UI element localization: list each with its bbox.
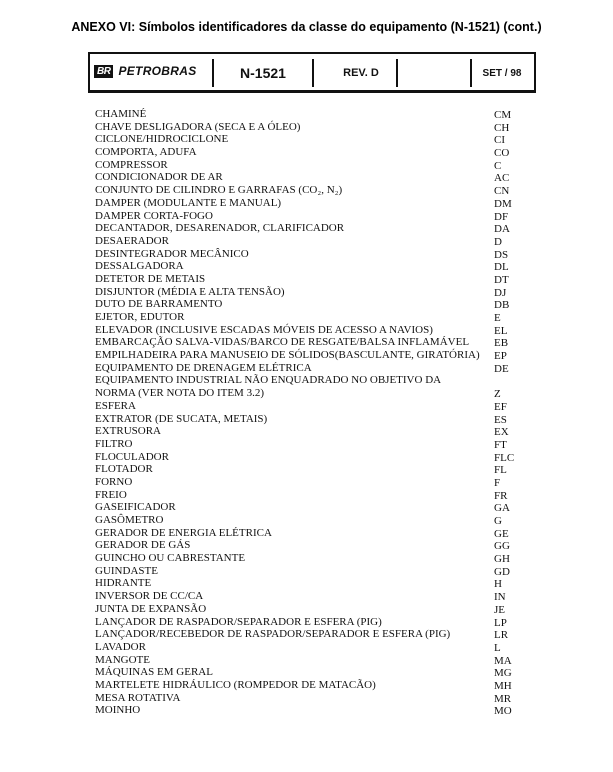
page-heading: ANEXO VI: Símbolos identificadores da classe do equipamento (N-1521) (cont.) — [71, 20, 542, 34]
equipment-label: FLOCULADOR — [95, 450, 169, 463]
equipment-code: DL — [494, 261, 509, 274]
equipment-code: C — [494, 159, 502, 172]
equipment-code: DE — [494, 362, 509, 375]
equipment-code: GA — [494, 502, 510, 515]
equipment-label: FREIO — [95, 488, 127, 501]
list-item — [95, 311, 515, 324]
list-item — [95, 184, 515, 197]
equipment-label: CICLONE/HIDROCICLONE — [95, 133, 229, 146]
equipment-label: DAMPER CORTA-FOGO — [95, 209, 213, 222]
equipment-code: EL — [494, 324, 508, 337]
petrobras-logo — [94, 64, 197, 78]
list-item — [95, 248, 515, 261]
equipment-code: FLC — [494, 451, 515, 464]
equipment-label: CHAMINÉ — [95, 108, 147, 120]
equipment-code: DB — [494, 299, 510, 312]
equipment-label: DESAERADOR — [95, 234, 169, 247]
equipment-code: CI — [494, 134, 505, 147]
equipment-label: HIDRANTE — [95, 577, 152, 590]
list-item — [95, 349, 515, 362]
equipment-label: MESA ROTATIVA — [95, 691, 181, 704]
document-revision: REV. D — [326, 59, 398, 87]
equipment-label: MANGOTE — [95, 653, 150, 666]
list-item — [95, 260, 515, 273]
equipment-code: FL — [494, 464, 507, 477]
equipment-label: DECANTADOR, DESARENADOR, CLARIFICADOR — [95, 222, 345, 235]
list-item — [95, 616, 515, 629]
equipment-code: FR — [494, 489, 508, 502]
equipment-label: GUINCHO OU CABRESTANTE — [95, 552, 246, 565]
equipment-code: JE — [494, 603, 505, 616]
equipment-code: GH — [494, 553, 510, 566]
document-number: N-1521 — [212, 59, 314, 87]
equipment-code: MG — [494, 667, 512, 680]
list-item — [95, 324, 515, 337]
equipment-label: MOINHO — [95, 704, 141, 717]
list-item — [95, 171, 515, 184]
list-item — [95, 298, 515, 311]
equipment-label: COMPRESSOR — [95, 158, 168, 171]
equipment-label: JUNTA DE EXPANSÃO — [95, 602, 207, 615]
equipment-code: DS — [494, 248, 509, 261]
list-item — [95, 286, 515, 299]
list-item — [95, 590, 515, 603]
equipment-label: ESFERA — [95, 399, 136, 412]
list-item — [95, 159, 515, 172]
list-item — [95, 273, 515, 286]
equipment-label: FORNO — [95, 475, 133, 488]
equipment-code: ES — [494, 413, 507, 426]
list-item — [95, 146, 515, 159]
list-item — [95, 654, 515, 667]
list-item — [95, 489, 515, 502]
equipment-code: EB — [494, 337, 509, 350]
list-item — [95, 400, 515, 413]
equipment-code: DF — [494, 210, 509, 223]
equipment-code: GE — [494, 527, 509, 540]
equipment-label: ELEVADOR (INCLUSIVE ESCADAS MÓVEIS DE ACESSO A NAVIOS) — [95, 323, 433, 336]
document-header — [88, 52, 536, 93]
equipment-code: CH — [494, 121, 510, 134]
list-item — [95, 336, 515, 349]
equipment-label: INVERSOR DE CC/CA — [95, 590, 204, 603]
list-item — [95, 413, 515, 426]
list-item — [95, 451, 515, 464]
equipment-code: DJ — [494, 286, 507, 299]
list-item — [95, 603, 515, 616]
list-item — [95, 704, 515, 717]
list-item — [95, 197, 515, 210]
list-item — [95, 235, 515, 248]
equipment-code: FT — [494, 438, 507, 451]
equipment-code: DT — [494, 273, 509, 286]
list-item — [95, 425, 515, 438]
equipment-label: FILTRO — [95, 437, 133, 450]
equipment-code: GG — [494, 540, 510, 553]
equipment-code: CO — [494, 147, 510, 160]
equipment-code: EF — [494, 400, 507, 413]
equipment-label: EXTRATOR (DE SUCATA, METAIS) — [95, 412, 268, 425]
equipment-label: GASEIFICADOR — [95, 501, 176, 514]
list-item — [95, 692, 515, 705]
equipment-code: MO — [494, 705, 512, 718]
list-item — [95, 108, 515, 121]
equipment-label: CONDICIONADOR DE AR — [95, 171, 223, 184]
equipment-label: EJETOR, EDUTOR — [95, 311, 185, 323]
equipment-code: CM — [494, 109, 512, 121]
equipment-code: EP — [494, 350, 507, 363]
equipment-code: G — [494, 515, 502, 528]
equipment-label: GUINDASTE — [95, 564, 158, 577]
list-item — [95, 501, 515, 514]
equipment-label: GERADOR DE ENERGIA ELÉTRICA — [95, 526, 272, 539]
equipment-label: MARTELETE HIDRÁULICO (ROMPEDOR DE MATACÃO) — [95, 678, 376, 691]
equipment-label: DETETOR DE METAIS — [95, 272, 206, 285]
equipment-code: L — [494, 641, 501, 654]
equipment-label: MÁQUINAS EM GERAL — [95, 666, 213, 679]
equipment-label: DISJUNTOR (MÉDIA E ALTA TENSÃO) — [95, 285, 285, 298]
equipment-code: DA — [494, 223, 510, 236]
equipment-code: CN — [494, 185, 510, 198]
equipment-code: DM — [494, 197, 512, 210]
equipment-code: MH — [494, 679, 512, 692]
equipment-label: CHAVE DESLIGADORA (SECA E A ÓLEO) — [95, 120, 301, 133]
equipment-label: LANÇADOR DE RASPADOR/SEPARADOR E ESFERA (PIG) — [95, 615, 382, 628]
equipment-code: E — [494, 312, 501, 324]
list-item — [95, 628, 515, 641]
list-item — [95, 476, 515, 489]
equipment-label: DUTO DE BARRAMENTO — [95, 298, 223, 311]
company-name: PETROBRAS — [118, 64, 197, 78]
equipment-code: IN — [494, 591, 506, 604]
equipment-code: LR — [494, 629, 509, 642]
list-item — [95, 210, 515, 223]
equipment-label: GERADOR DE GÁS — [95, 539, 191, 552]
equipment-label: EXTRUSORA — [95, 425, 162, 438]
list-item — [95, 641, 515, 654]
list-item — [95, 222, 515, 235]
equipment-label: DESINTEGRADOR MECÂNICO — [95, 247, 249, 260]
equipment-label: EQUIPAMENTO INDUSTRIAL NÃO ENQUADRADO NO OBJETIVO DA NORMA (VER NOTA DO ITEM 3.2) — [95, 374, 442, 400]
list-item — [95, 527, 515, 540]
list-item — [95, 438, 515, 451]
list-item — [95, 565, 515, 578]
list-item — [95, 133, 515, 146]
document-date: SET / 98 — [470, 59, 532, 87]
equipment-label: EQUIPAMENTO DE DRENAGEM ELÉTRICA — [95, 361, 312, 374]
equipment-code: MR — [494, 692, 512, 705]
equipment-code: MA — [494, 654, 512, 667]
equipment-label: LAVADOR — [95, 640, 146, 653]
list-item — [95, 577, 515, 590]
list-item — [95, 666, 515, 679]
equipment-label: FLOTADOR — [95, 463, 153, 476]
list-item — [95, 362, 515, 375]
equipment-code: LP — [494, 616, 507, 629]
equipment-label: LANÇADOR/RECEBEDOR DE RASPADOR/SEPARADOR E ESFERA (PIG) — [95, 628, 451, 641]
equipment-code: EX — [494, 426, 509, 439]
equipment-code: H — [494, 578, 502, 591]
list-item — [95, 374, 515, 399]
list-item — [95, 679, 515, 692]
equipment-label: CONJUNTO DE CILINDRO E GARRAFAS (CO₂, N₂) — [95, 184, 343, 197]
equipment-label: COMPORTA, ADUFA — [95, 146, 197, 159]
list-item — [95, 539, 515, 552]
br-logo-badge: BR — [94, 65, 113, 78]
equipment-label: GASÔMETRO — [95, 514, 164, 527]
equipment-code: GD — [494, 565, 510, 578]
list-item — [95, 552, 515, 565]
equipment-code: F — [494, 476, 501, 489]
equipment-code: AC — [494, 172, 510, 185]
equipment-code: D — [494, 235, 502, 248]
list-item — [95, 514, 515, 527]
list-item — [95, 463, 515, 476]
list-item — [95, 121, 515, 134]
equipment-label: EMBARCAÇÃO SALVA-VIDAS/BARCO DE RESGATE/BALSA INFLAMÁVEL — [95, 336, 470, 349]
equipment-label: EMPILHADEIRA PARA MANUSEIO DE SÓLIDOS(BASCULANTE, GIRATÓRIA) — [95, 349, 480, 362]
equipment-label: DESSALGADORA — [95, 260, 184, 273]
equipment-code: Z — [494, 388, 501, 401]
symbol-list — [95, 108, 515, 717]
equipment-label: DAMPER (MODULANTE E MANUAL) — [95, 196, 282, 209]
